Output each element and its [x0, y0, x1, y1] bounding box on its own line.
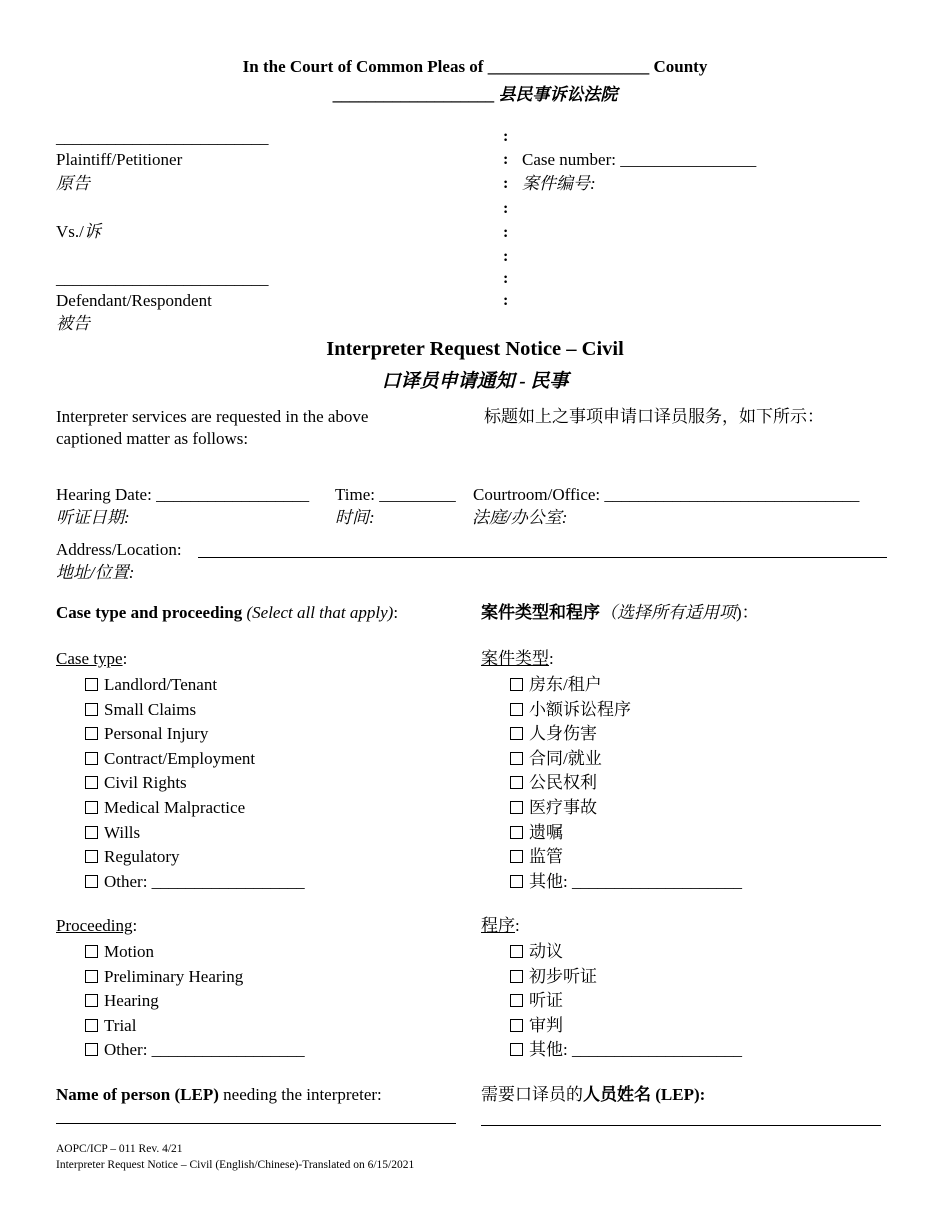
case-type-option-zh[interactable] — [510, 698, 742, 723]
case-type-option-zh[interactable] — [510, 722, 742, 747]
form-title: Interpreter Request Notice – Civil — [326, 338, 624, 360]
lep-name-label-zh: 需要口译员的人员姓名 (LEP): — [481, 1085, 706, 1104]
defendant-blank-line[interactable]: _________________________ — [56, 269, 269, 288]
proceeding-option-zh-label: 听证 — [529, 991, 563, 1011]
proceeding-list-zh — [510, 940, 742, 1063]
proceeding-option[interactable] — [85, 965, 305, 990]
caption-colon: : — [503, 128, 509, 145]
vs-label: Vs./诉 — [56, 222, 101, 241]
case-type-option-zh-label: 医疗事故 — [529, 797, 597, 817]
proceeding-option[interactable] — [85, 1014, 305, 1039]
case-type-option[interactable] — [85, 747, 305, 772]
case-type-option-label: Medical Malpractice — [104, 797, 246, 817]
case-type-option[interactable] — [85, 722, 305, 747]
caption-colon: : — [503, 270, 509, 287]
case-type-option[interactable] — [85, 796, 305, 821]
intro-text: Interpreter services are requested in the above — [56, 407, 369, 426]
case-type-option[interactable] — [85, 845, 305, 870]
checkbox[interactable] — [85, 945, 98, 958]
checkbox[interactable] — [85, 850, 98, 863]
case-section-heading-zh: 案件类型和程序（选择所有适用项)： — [481, 603, 759, 622]
case-type-option-zh-label: 房东/租户 — [529, 675, 602, 694]
proceeding-option-zh-label: 初步听证 — [529, 966, 597, 986]
case-section-heading: Case type and proceeding (Select all that apply): — [56, 603, 399, 622]
case-type-option-zh-label: 监管 — [529, 847, 563, 867]
caption-colon: : — [503, 151, 509, 168]
checkbox[interactable] — [510, 678, 523, 691]
case-type-option-label: Personal Injury — [104, 724, 209, 744]
proceeding-option-zh[interactable] — [510, 1038, 742, 1063]
caption-colon: : — [503, 200, 509, 217]
hearing-time-label-zh: 时间: — [335, 508, 375, 527]
hearing-date-field[interactable]: Hearing Date: __________________ — [56, 485, 310, 504]
proceeding-option-zh-label: 动议 — [529, 942, 563, 961]
checkbox[interactable] — [510, 970, 523, 983]
intro-text-zh: 标题如上之事项申请口译员服务，如下所示： — [484, 407, 824, 426]
checkbox[interactable] — [85, 1043, 98, 1056]
case-type-option[interactable] — [85, 870, 305, 895]
proceeding-list — [85, 940, 305, 1063]
checkbox[interactable] — [510, 826, 523, 839]
proceeding-option-zh-label: 审判 — [529, 1015, 563, 1035]
case-type-option-zh-label: 遗嘱 — [529, 822, 563, 842]
address-label: Address/Location: — [56, 540, 182, 559]
courtroom-field[interactable]: Courtroom/Office: ______________________________ — [473, 485, 860, 504]
plaintiff-blank-line[interactable]: _________________________ — [56, 128, 269, 147]
proceeding-option[interactable] — [85, 940, 305, 965]
case-type-option-label: Small Claims — [104, 699, 197, 719]
proceeding-label: Proceeding: — [56, 916, 138, 935]
proceeding-option-zh[interactable] — [510, 1014, 742, 1039]
proceeding-option-label: Preliminary Hearing — [104, 966, 244, 986]
checkbox[interactable] — [85, 727, 98, 740]
caption-colon: : — [503, 292, 509, 309]
case-type-list — [85, 673, 305, 894]
checkbox[interactable] — [85, 776, 98, 789]
case-type-option-zh-label: 小额诉讼程序 — [529, 699, 631, 719]
case-type-list-zh — [510, 673, 742, 894]
checkbox[interactable] — [510, 801, 523, 814]
lep-name-input-line-zh[interactable] — [481, 1125, 881, 1126]
proceeding-option-zh[interactable] — [510, 940, 742, 965]
checkbox[interactable] — [85, 994, 98, 1007]
checkbox[interactable] — [510, 776, 523, 789]
case-type-option-label: Wills — [104, 822, 141, 842]
case-type-option[interactable] — [85, 771, 305, 796]
defendant-label: Defendant/Respondent — [56, 291, 212, 310]
courtroom-label-zh: 法庭/办公室: — [472, 508, 568, 527]
case-type-option-zh-label: 人身伤害 — [529, 724, 597, 744]
proceeding-option-zh-label: 其他: ____________________ — [529, 1040, 742, 1060]
case-type-option[interactable] — [85, 673, 305, 698]
checkbox[interactable] — [510, 994, 523, 1007]
proceeding-option-label: Hearing — [104, 991, 159, 1011]
case-type-option-label: Regulatory — [104, 847, 180, 867]
hearing-date-label-zh: 听证日期: — [56, 508, 130, 527]
case-type-option-zh[interactable] — [510, 821, 742, 846]
case-type-option[interactable] — [85, 821, 305, 846]
case-type-label: Case type: — [56, 649, 128, 668]
case-number-label-zh: 案件编号: — [522, 174, 596, 193]
checkbox[interactable] — [85, 970, 98, 983]
case-number-field[interactable]: Case number: ________________ — [522, 150, 757, 169]
form-title-zh: 口译员申请通知 - 民事 — [381, 371, 569, 392]
case-type-option-label: Landlord/Tenant — [104, 675, 218, 694]
caption-colon: : — [503, 248, 509, 265]
checkbox[interactable] — [85, 826, 98, 839]
case-type-option-label: Contract/Employment — [104, 748, 256, 768]
lep-name-input-line[interactable] — [56, 1123, 456, 1124]
case-type-option-label: Other: __________________ — [104, 871, 305, 891]
proceeding-option-zh[interactable] — [510, 965, 742, 990]
court-heading: In the Court of Common Pleas of ___________________ County — [242, 57, 708, 76]
checkbox[interactable] — [85, 678, 98, 691]
checkbox[interactable] — [510, 1019, 523, 1032]
address-label-zh: 地址/位置: — [56, 563, 135, 582]
proceeding-label-zh: 程序: — [481, 916, 520, 935]
checkbox[interactable] — [85, 875, 98, 888]
checkbox[interactable] — [85, 801, 98, 814]
proceeding-option-zh[interactable] — [510, 989, 742, 1014]
checkbox[interactable] — [510, 875, 523, 888]
caption-colon: : — [503, 224, 509, 241]
footer-form-title: Interpreter Request Notice – Civil (English/Chinese)-Translated on 6/15/2021 — [56, 1159, 415, 1171]
case-type-option-label: Civil Rights — [104, 773, 187, 793]
court-heading-zh: ___________________ 县民事诉讼法院 — [332, 85, 618, 104]
caption-colon: : — [503, 175, 509, 192]
case-type-option-zh[interactable] — [510, 845, 742, 870]
plaintiff-label-zh: 原告 — [56, 174, 90, 193]
proceeding-option-label: Other: __________________ — [104, 1040, 305, 1060]
checkbox[interactable] — [85, 1019, 98, 1032]
plaintiff-label: Plaintiff/Petitioner — [56, 150, 183, 169]
case-type-option-zh[interactable] — [510, 747, 742, 772]
case-type-option-zh[interactable] — [510, 796, 742, 821]
intro-text: captioned matter as follows: — [56, 429, 249, 448]
case-type-option-zh[interactable] — [510, 673, 742, 698]
checkbox[interactable] — [85, 752, 98, 765]
case-type-option-zh-label: 公民权利 — [529, 773, 597, 793]
case-type-label-zh: 案件类型: — [481, 649, 554, 668]
case-type-option-zh-label: 合同/就业 — [529, 748, 602, 768]
proceeding-option-label: Motion — [104, 942, 155, 961]
case-type-option[interactable] — [85, 698, 305, 723]
checkbox[interactable] — [510, 727, 523, 740]
address-input-line[interactable] — [198, 557, 887, 558]
lep-name-label: Name of person (LEP) needing the interpreter: — [56, 1085, 382, 1104]
checkbox[interactable] — [510, 945, 523, 958]
checkbox[interactable] — [510, 1043, 523, 1056]
form-code: AOPC/ICP – 011 Rev. 4/21 — [56, 1143, 183, 1155]
case-type-option-zh-label: 其他: ____________________ — [529, 871, 742, 891]
hearing-time-field[interactable]: Time: _________ — [335, 485, 456, 504]
proceeding-option[interactable] — [85, 1038, 305, 1063]
checkbox[interactable] — [510, 850, 523, 863]
proceeding-option-label: Trial — [104, 1015, 137, 1035]
case-type-option-zh[interactable] — [510, 771, 742, 796]
checkbox[interactable] — [510, 703, 523, 716]
proceeding-option[interactable] — [85, 989, 305, 1014]
checkbox[interactable] — [85, 703, 98, 716]
case-type-option-zh[interactable] — [510, 870, 742, 895]
checkbox[interactable] — [510, 752, 523, 765]
defendant-label-zh: 被告 — [56, 314, 90, 333]
